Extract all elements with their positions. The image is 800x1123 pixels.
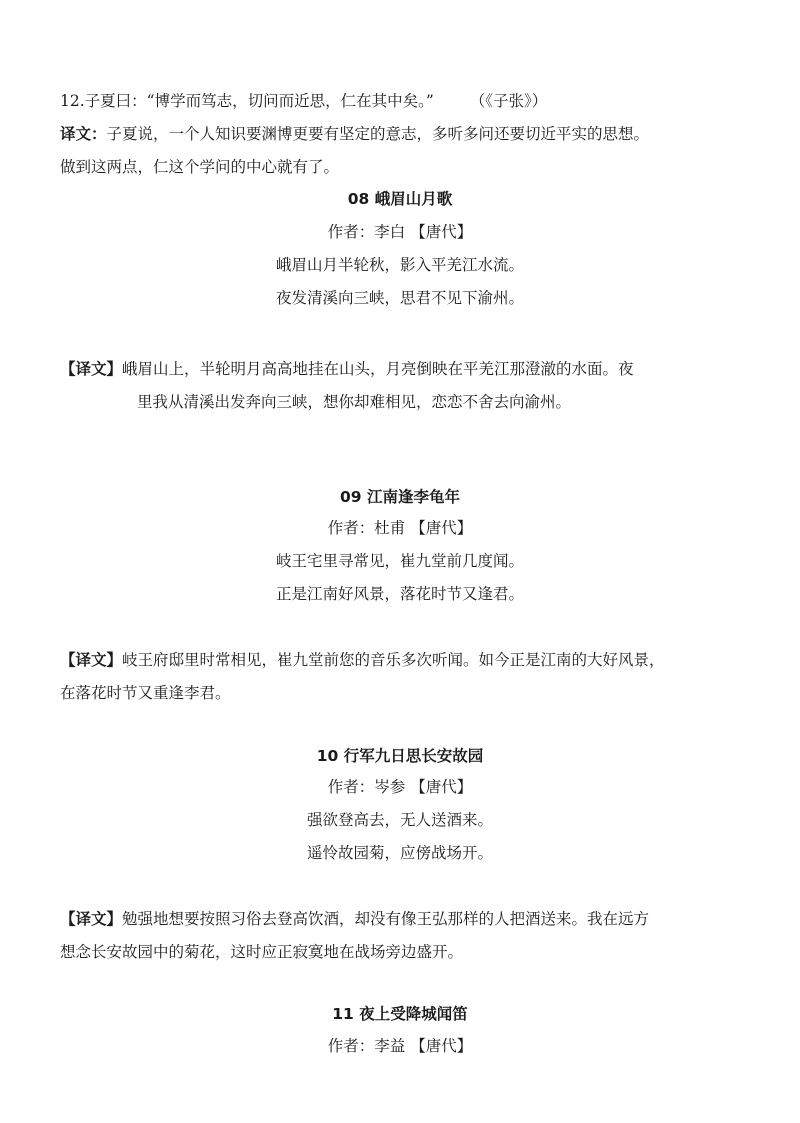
- poem-10-line-2: 遥怜故园菊，应傍战场开。: [306, 844, 493, 862]
- poem-08-line-2: 夜发清溪向三峡，思君不见下渝州。: [275, 289, 524, 307]
- poem-09-line-2: 正是江南好风景，落花时节又逢君。: [275, 585, 524, 603]
- poem-10-author: 作者：岑参 【唐代】: [327, 778, 473, 796]
- poem-10-translation-label: 【译文】: [60, 909, 123, 928]
- poem-08-translation-label: 【译文】: [60, 359, 123, 378]
- s12-translation-line-2: [60, 157, 339, 177]
- poem-09-translation-text-1: 岐王府邸里时常相见，崔九堂前您的音乐多次听闻。如今正是江南的大好风景，: [122, 651, 665, 669]
- poem-11-title: 11 夜上受降城闻笛: [332, 1005, 468, 1023]
- poem-08-translation-line-2: 里我从清溪出发奔向三峡，想你却难相见，恋恋不舍去向渝州。: [137, 393, 572, 411]
- s12-quote-main: 12.子夏曰：“博学而笃志，切问而近思，仁在其中矣。”: [60, 92, 434, 110]
- s12-translation-text-1: 子夏说，一个人知识要渊博更要有坚定的意志，多听多问还要切近平实的思想。: [106, 125, 650, 143]
- poem-08-author: 作者：李白 【唐代】: [327, 223, 473, 241]
- poem-09-translation-line-1: [60, 650, 665, 670]
- poem-09-line-1: 岐王宅里寻常见，崔九堂前几度闻。: [275, 552, 524, 570]
- poem-09-translation-line-2: 在落花时节又重逢李君。: [60, 684, 231, 702]
- poem-10-translation-text-1: 勉强地想要按照习俗去登高饮酒，却没有像王弘那样的人把酒送来。我在远方: [122, 910, 650, 928]
- poem-10-translation-line-1: [60, 909, 649, 929]
- s12-translation-line-1: [60, 124, 649, 144]
- poem-08-translation-text-1: 峨眉山上，半轮明月高高地挂在山头，月亮倒映在平羌江那澄澈的水面。夜: [122, 360, 634, 378]
- poem-10-title: 10 行军九日思长安故园: [316, 747, 484, 765]
- s12-translation-text-2: 做到这两点，仁这个学问的中心就有了。: [60, 158, 340, 176]
- poem-09-title: 09 江南逢李龟年: [340, 488, 460, 506]
- s12-quote-line: [60, 91, 547, 111]
- poem-10-line-1: 强欲登高去，无人送酒来。: [306, 811, 493, 829]
- poem-11-author: 作者：李益 【唐代】: [327, 1037, 473, 1055]
- poem-10-translation-line-2: 想念长安故园中的菊花，这时应正寂寞地在战场旁边盛开。: [60, 943, 464, 961]
- poem-08-translation-line-1: [60, 359, 634, 379]
- poem-08-title: 08 峨眉山月歌: [347, 190, 453, 208]
- s12-translation-label: 译文：: [60, 124, 107, 143]
- poem-08-line-1: 峨眉山月半轮秋，影入平羌江水流。: [275, 256, 524, 274]
- s12-quote-source: （《子张》）: [469, 92, 548, 110]
- poem-09-translation-label: 【译文】: [60, 650, 123, 669]
- poem-09-author: 作者：杜甫 【唐代】: [327, 519, 473, 537]
